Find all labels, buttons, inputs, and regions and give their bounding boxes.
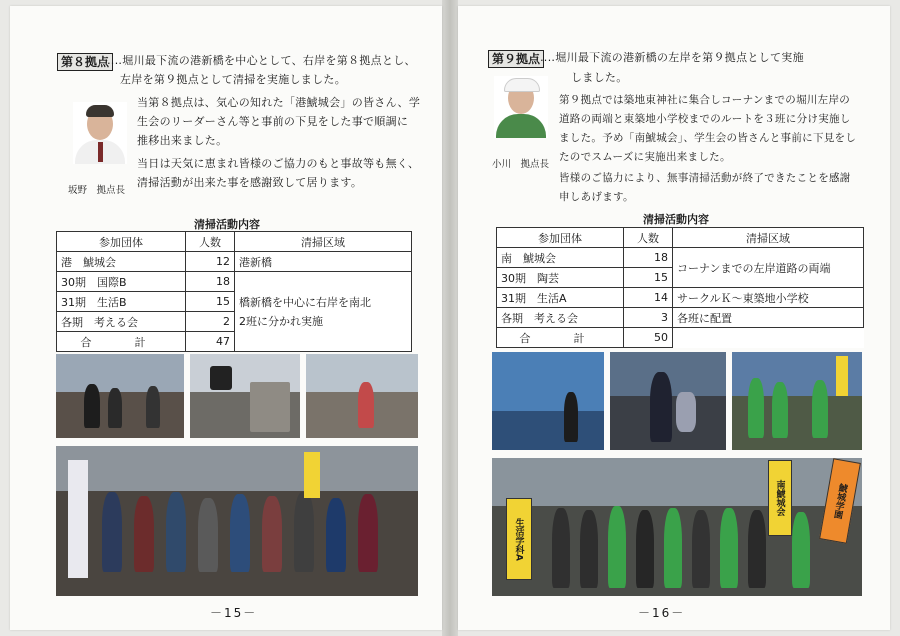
total-count: 50 [624,328,673,348]
banner: 生活学科A [506,498,532,580]
table-title: 清掃活動内容 [194,218,260,231]
group-photo [56,446,418,596]
section-badge: 第９拠点 [488,50,544,68]
header-area: 清掃区域 [235,232,412,252]
table-title: 清掃活動内容 [643,213,709,226]
cell-group: 各期 考える会 [497,308,624,328]
text-line: 当日は天気に恵まれ皆様のご協力のもと事故等も無く、 [137,157,420,170]
banner: 鯱城学園 [819,458,861,544]
cell-group: 30期 国際B [57,272,186,292]
cell-area: サークルＫ～東築地小学校 [673,288,864,308]
section-badge: 第８拠点 [57,53,113,71]
header-area: 清掃区域 [673,228,864,248]
cleanup-photo [190,354,300,438]
portrait-caption: 小川 拠点長 [492,159,550,170]
cell-group: 港 鯱城会 [57,252,186,272]
cell-count: 15 [624,268,673,288]
text-line: 推移出来ました。 [137,134,228,147]
text-line: 生会のリーダーさん等と事前の下見をした事で順調に [137,115,409,128]
text-line: ‥‥堀川最下流の港新橋を中心として、右岸を第８拠点とし、 [107,54,416,67]
portrait-photo [494,76,548,138]
cell-count: 18 [624,248,673,268]
page-number: －15－ [210,606,258,620]
cell-count: 15 [186,292,235,312]
text-line: ‥‥堀川最下流の港新橋の左岸を第９拠点として実施 [540,51,804,64]
cell-area-line: 2班に分かれ実施 [239,314,323,328]
cell-group: 30期 陶芸 [497,268,624,288]
cleanup-photo [306,354,418,438]
cleanup-photo [610,352,726,450]
cell-count: 12 [186,252,235,272]
cell-area-line: 橋新橋を中心に右岸を南北 [239,295,371,309]
cell-count: 3 [624,308,673,328]
text-line: 第９拠点では築地東神社に集合しコーナンまでの堀川左岸の [559,94,851,106]
header-group: 参加団体 [497,228,624,248]
cell-group: 31期 生活A [497,288,624,308]
table-total-row [497,328,864,348]
cell-count: 2 [186,312,235,332]
text-line: たのでスムーズに実施出来ました。 [559,151,731,163]
total-label: 合 計 [57,332,186,352]
text-line: 皆様のご協力により、無事清掃活動が終了できたことを感謝 [559,172,851,184]
cleanup-table [56,231,412,352]
book-gutter [442,0,458,636]
table-row [57,252,412,272]
cell-area-merged [235,272,412,352]
cell-count: 14 [624,288,673,308]
text-line: 左岸を第９拠点として清掃を実施しました。 [120,73,346,86]
text-line: ました。予め「南鯱城会」、学生会の皆さんと事前に下見をし [559,132,857,144]
text-line: 清掃活動が出来た事を感謝致して居ります。 [137,176,363,189]
banner: 南鯱城会 [768,460,792,536]
table-row [57,272,412,292]
cell-group: 31期 生活B [57,292,186,312]
total-count: 47 [186,332,235,352]
cell-area: コーナンまでの左岸道路の両端 [673,248,864,288]
table-row [497,288,864,308]
text-line: 道路の両端と東築地小学校までのルートを３班に分け実施し [559,113,851,125]
portrait-caption: 坂野 拠点長 [68,185,126,196]
table-row [497,308,864,328]
text-line: 当第８拠点は、気心の知れた「港鯱城会」の皆さん、学 [137,96,421,109]
page-number: －16－ [638,606,686,620]
page-16 [458,6,890,630]
group-photo [492,458,862,596]
cleanup-photo [732,352,862,450]
cell-area: 各班に配置 [673,308,864,328]
table-row [497,248,864,268]
total-label: 合 計 [497,328,624,348]
header-count: 人数 [186,232,235,252]
header-count: 人数 [624,228,673,248]
cell-group: 各期 考える会 [57,312,186,332]
cell-area: 港新橋 [235,252,412,272]
cleanup-table [496,227,864,348]
cleanup-photo [56,354,184,438]
text-line: 申しあげます。 [559,191,634,203]
header-group: 参加団体 [57,232,186,252]
portrait-photo [73,102,127,164]
cell-count: 18 [186,272,235,292]
text-line: しました。 [571,71,628,84]
cell-group: 南 鯱城会 [497,248,624,268]
page-15 [10,6,442,630]
cleanup-photo [492,352,604,450]
